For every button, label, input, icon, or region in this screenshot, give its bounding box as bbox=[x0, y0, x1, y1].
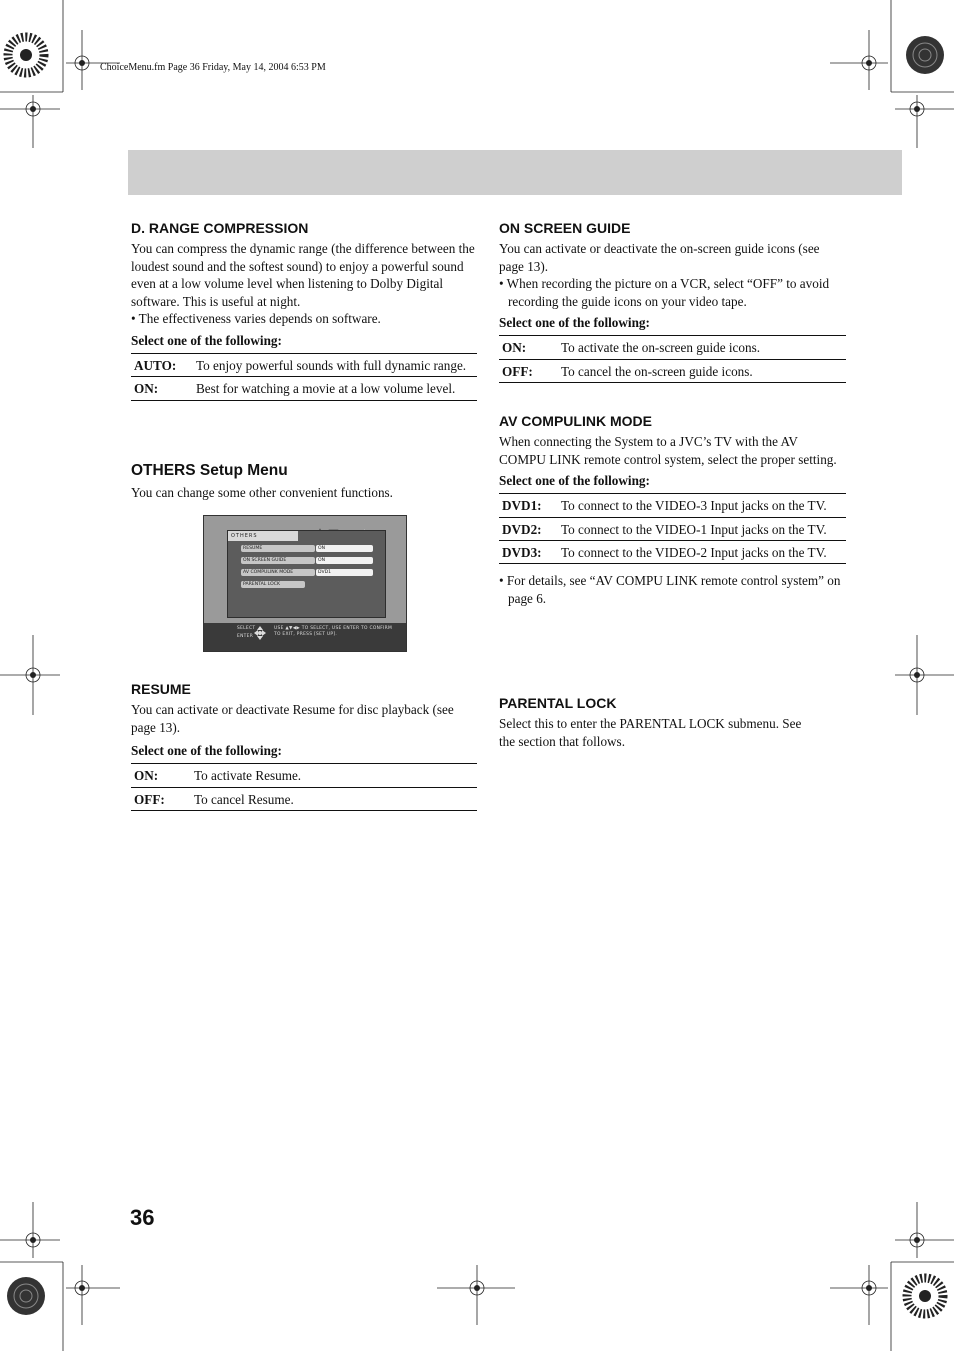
options-table bbox=[131, 353, 477, 401]
section-drange bbox=[131, 220, 477, 401]
table-row bbox=[499, 517, 846, 540]
file-header: ChoiceMenu.fm Page 36 Friday, May 14, 2004 6:53 PM bbox=[100, 62, 326, 73]
osd-panel bbox=[227, 530, 386, 618]
osd-select-label: SELECT bbox=[237, 626, 256, 631]
table-row bbox=[499, 494, 846, 517]
table-row bbox=[499, 541, 846, 564]
table-row bbox=[131, 377, 477, 400]
osd-row bbox=[241, 569, 374, 576]
bullet-note: • The effectiveness varies depends on software. bbox=[131, 311, 381, 327]
page-number: 36 bbox=[130, 1205, 155, 1230]
crosshair-mark bbox=[66, 30, 120, 90]
crosshair-mark bbox=[0, 95, 60, 148]
crosshair-mark bbox=[66, 1265, 120, 1325]
crosshair-mark bbox=[830, 30, 888, 90]
option-key: ON: bbox=[134, 381, 159, 397]
option-key: ON: bbox=[502, 340, 527, 356]
bullet-note: • For details, see “AV COMPU LINK remote control system” on page 6. bbox=[499, 573, 841, 606]
paragraph: Select this to enter the PARENTAL LOCK submenu. See the section that follows. bbox=[499, 716, 802, 749]
paragraph: You can activate or deactivate the on-screen guide icons (see page 13). bbox=[499, 241, 820, 274]
paragraph: You can compress the dynamic range (the difference between the loudest sound and the softest sound) to enjoy a powerful sound even at a low volume level when listening to Dolby Digital software. This is useful at night. bbox=[131, 241, 475, 309]
option-desc: Best for watching a movie at a low volume level. bbox=[196, 381, 456, 397]
option-desc: To activate Resume. bbox=[194, 768, 302, 784]
paragraph: You can activate or deactivate Resume for disc playback (see page 13). bbox=[131, 702, 454, 735]
select-label: Select one of the following: bbox=[499, 315, 650, 331]
crosshair-mark bbox=[895, 1202, 954, 1258]
osd-label: AV COMPULINK MODE bbox=[241, 569, 315, 576]
options-table bbox=[131, 763, 477, 811]
osd-row bbox=[241, 545, 374, 552]
paragraph: When connecting the System to a JVC’s TV with the AV COMPU LINK remote control system, select the proper setting. bbox=[499, 434, 837, 467]
option-desc: To activate the on-screen guide icons. bbox=[561, 340, 761, 356]
starburst-mark bbox=[8, 37, 44, 73]
osd-instruction: USE ▲▼◀▶ TO SELECT, USE ENTER TO CONFIRM bbox=[274, 626, 393, 631]
option-key: OFF: bbox=[134, 791, 165, 807]
select-label: Select one of the following: bbox=[499, 473, 650, 489]
paragraph: You can change some other convenient functions. bbox=[131, 485, 393, 500]
crosshair-mark bbox=[437, 1265, 515, 1325]
section-heading: AV COMPULINK MODE bbox=[499, 413, 652, 429]
bullet-note: • When recording the picture on a VCR, select “OFF” to avoid recording the guide icons on your video tape. bbox=[499, 276, 830, 309]
osd-value: ON bbox=[316, 557, 373, 564]
osd-label: ON SCREEN GUIDE bbox=[241, 557, 315, 564]
crosshair-mark bbox=[830, 1265, 888, 1325]
osd-label: RESUME bbox=[241, 545, 315, 552]
table-row bbox=[131, 787, 477, 810]
osd-tab: OTHERS bbox=[228, 531, 298, 541]
section-parental-lock bbox=[499, 695, 846, 750]
table-row bbox=[499, 336, 846, 359]
osd-footer bbox=[204, 623, 406, 651]
option-key: DVD3: bbox=[502, 545, 542, 560]
section-on-screen-guide bbox=[499, 220, 846, 383]
osd-value: DVD1 bbox=[316, 569, 373, 576]
section-heading: RESUME bbox=[131, 681, 191, 697]
crosshair-mark bbox=[0, 1202, 60, 1258]
section-heading: ON SCREEN GUIDE bbox=[499, 220, 631, 236]
osd-label: PARENTAL LOCK bbox=[241, 581, 305, 588]
select-label: Select one of the following: bbox=[131, 743, 282, 759]
option-desc: To connect to the VIDEO-2 Input jacks on the TV. bbox=[561, 545, 827, 560]
section-heading: D. RANGE COMPRESSION bbox=[131, 220, 309, 236]
option-desc: To connect to the VIDEO-1 Input jacks on the TV. bbox=[561, 521, 827, 537]
options-table bbox=[499, 335, 846, 383]
osd-row bbox=[241, 581, 374, 588]
section-heading: PARENTAL LOCK bbox=[499, 695, 617, 711]
option-desc: To enjoy powerful sounds with full dynamic range. bbox=[196, 357, 467, 373]
section-av-compulink bbox=[499, 413, 846, 608]
others-menu-screenshot bbox=[203, 515, 407, 652]
section-others bbox=[131, 462, 477, 502]
header-band bbox=[128, 150, 902, 195]
crosshair-mark bbox=[895, 95, 954, 148]
option-key: DVD1: bbox=[502, 498, 542, 514]
table-row bbox=[131, 764, 477, 787]
target-mark bbox=[906, 36, 944, 74]
section-heading: OTHERS Setup Menu bbox=[131, 462, 288, 479]
osd-instruction: TO EXIT, PRESS [SET UP]. bbox=[274, 632, 338, 637]
target-mark bbox=[7, 1277, 45, 1315]
section-resume bbox=[131, 681, 477, 811]
option-key: ON: bbox=[134, 768, 159, 784]
table-row bbox=[131, 353, 477, 376]
options-table bbox=[499, 493, 846, 564]
osd-value: ON bbox=[316, 545, 373, 552]
crosshair-mark bbox=[895, 635, 954, 715]
dpad-icon bbox=[254, 626, 266, 640]
select-label: Select one of the following: bbox=[131, 332, 282, 348]
option-key: DVD2: bbox=[502, 521, 542, 537]
option-desc: To connect to the VIDEO-3 Input jacks on the TV. bbox=[561, 498, 827, 514]
option-key: OFF: bbox=[502, 363, 533, 379]
starburst-mark bbox=[907, 1278, 943, 1314]
option-key: AUTO: bbox=[134, 357, 177, 373]
option-desc: To cancel Resume. bbox=[194, 791, 294, 807]
osd-enter-label: ENTER bbox=[237, 634, 254, 639]
table-row bbox=[499, 359, 846, 382]
option-desc: To cancel the on-screen guide icons. bbox=[561, 363, 753, 379]
osd-row bbox=[241, 557, 374, 564]
